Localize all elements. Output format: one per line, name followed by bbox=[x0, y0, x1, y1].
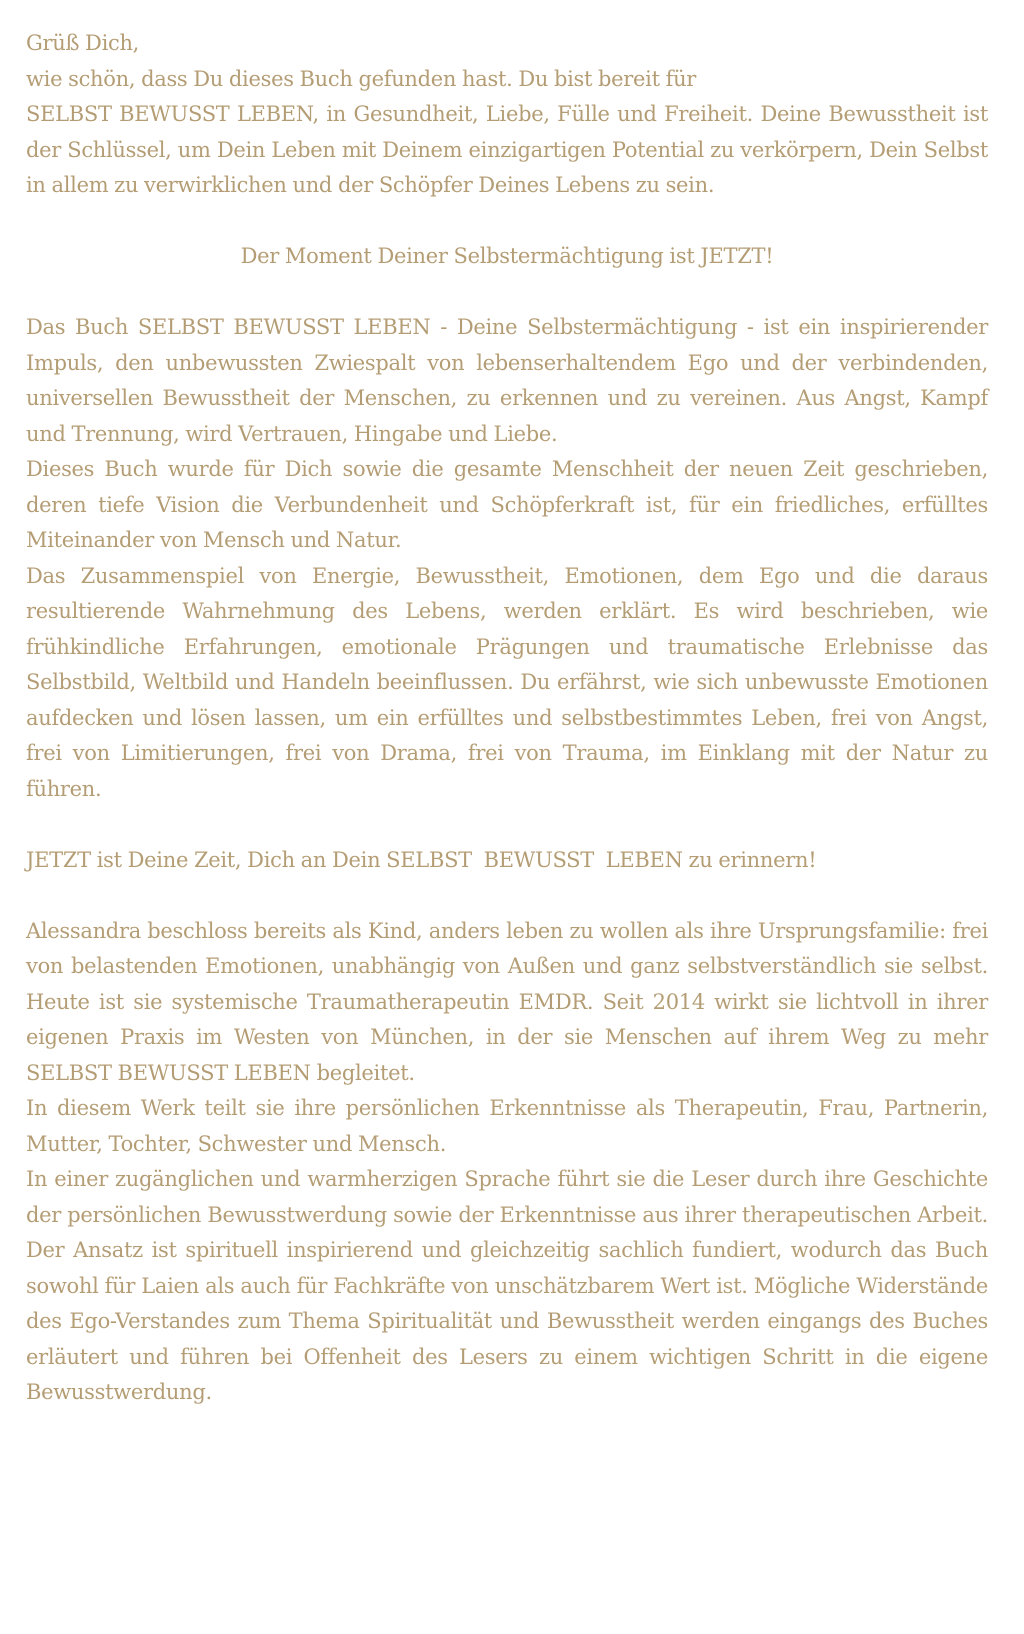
author-paragraph-1: Alessandra beschloss bereits als Kind, anders leben zu wollen als ihre Ursprungsfamilie: frei von belastenden Emotionen, unabhängig von Außen und ganz selbstverständlich sie selbst. Heute ist sie systemische Traumatherapeutin EMDR. Seit 2014 wirkt sie lichtvoll in ihrer eigenen Praxis im Westen von München, in der sie Menschen auf ihrem Weg zu mehr SELBST BEWUSST LEBEN begleitet. bbox=[26, 918, 988, 1085]
author-paragraph-3: In einer zugänglichen und warmherzigen Sprache führt sie die Leser durch ihre Geschichte der persönlichen Bewusstwerdung sowie der Erkenntnisse aus ihrer therapeutischen Arbeit. Der Ansatz ist spirituell inspirierend und gleichzeitig sachlich fundiert, wodurch das Buch sowohl für Laien als auch für Fachkräfte von unschätzbarem Wert ist. Mögliche Widerstände des Ego-Verstandes zum Thema Spiritualität und Bewusstheit werden eingangs des Buches erläutert und führen bei Offenheit des Lesers zu einem wichtigen Schritt in die eigene Bewusstwerdung. bbox=[26, 1167, 988, 1404]
spacer bbox=[26, 878, 988, 914]
call-to-action: JETZT ist Deine Zeit, Dich an Dein SELBST BEWUSST LEBEN zu erinnern! bbox=[26, 847, 817, 872]
intro-paragraph: SELBST BEWUSST LEBEN, in Gesundheit, Liebe, Fülle und Freiheit. Deine Bewusstheit ist der Schlüssel, um Dein Leben mit Deinem einzigartigen Potential zu verkörpern, Dein Selbst in allem zu verwirklichen und der Schöpfer Deines Lebens zu sein. bbox=[26, 102, 988, 197]
book-paragraph-3: Das Zusammenspiel von Energie, Bewusstheit, Emotionen, dem Ego und die daraus resultierende Wahrnehmung des Lebens, werden erklärt. Es wird beschrieben, wie frühkindliche Erfahrungen, emotionale Prägungen und traumatische Erlebnisse das Selbstbild, Weltbild und Handeln beeinflussen. Du erfährst, wie sich unbewusste Emotionen aufdecken und lösen lassen, um ein erfülltes und selbstbestimmtes Leben, frei von Angst, frei von Limitierungen, frei von Drama, frei von Trauma, im Einklang mit der Natur zu führen. bbox=[26, 563, 988, 801]
intro-line: wie schön, dass Du dieses Buch gefunden hast. Du bist bereit für bbox=[26, 66, 697, 91]
book-description bbox=[26, 26, 988, 1411]
greeting: Grüß Dich, bbox=[26, 31, 140, 55]
spacer bbox=[26, 807, 988, 843]
book-paragraph-1: Das Buch SELBST BEWUSST LEBEN - Deine Selbstermächtigung - ist ein inspirierender Impuls, den unbewussten Zwiespalt von lebenserhaltendem Ego und der verbindenden, universellen Bewusstheit der Menschen, zu erkennen und zu vereinen. Aus Angst, Kampf und Trennung, wird Vertrauen, Hingabe und Liebe. bbox=[26, 315, 988, 446]
spacer bbox=[26, 275, 988, 311]
motto-line: Der Moment Deiner Selbstermächtigung ist JETZT! bbox=[240, 244, 774, 268]
spacer bbox=[26, 204, 988, 240]
author-paragraph-2: In diesem Werk teilt sie ihre persönlichen Erkenntnisse als Therapeutin, Frau, Partnerin, Mutter, Tochter, Schwester und Mensch. bbox=[26, 1096, 988, 1156]
book-paragraph-2: Dieses Buch wurde für Dich sowie die gesamte Menschheit der neuen Zeit geschrieben, deren tiefe Vision die Verbundenheit und Schöpferkraft ist, für ein friedliches, erfülltes Miteinander von Mensch und Natur. bbox=[26, 457, 988, 552]
